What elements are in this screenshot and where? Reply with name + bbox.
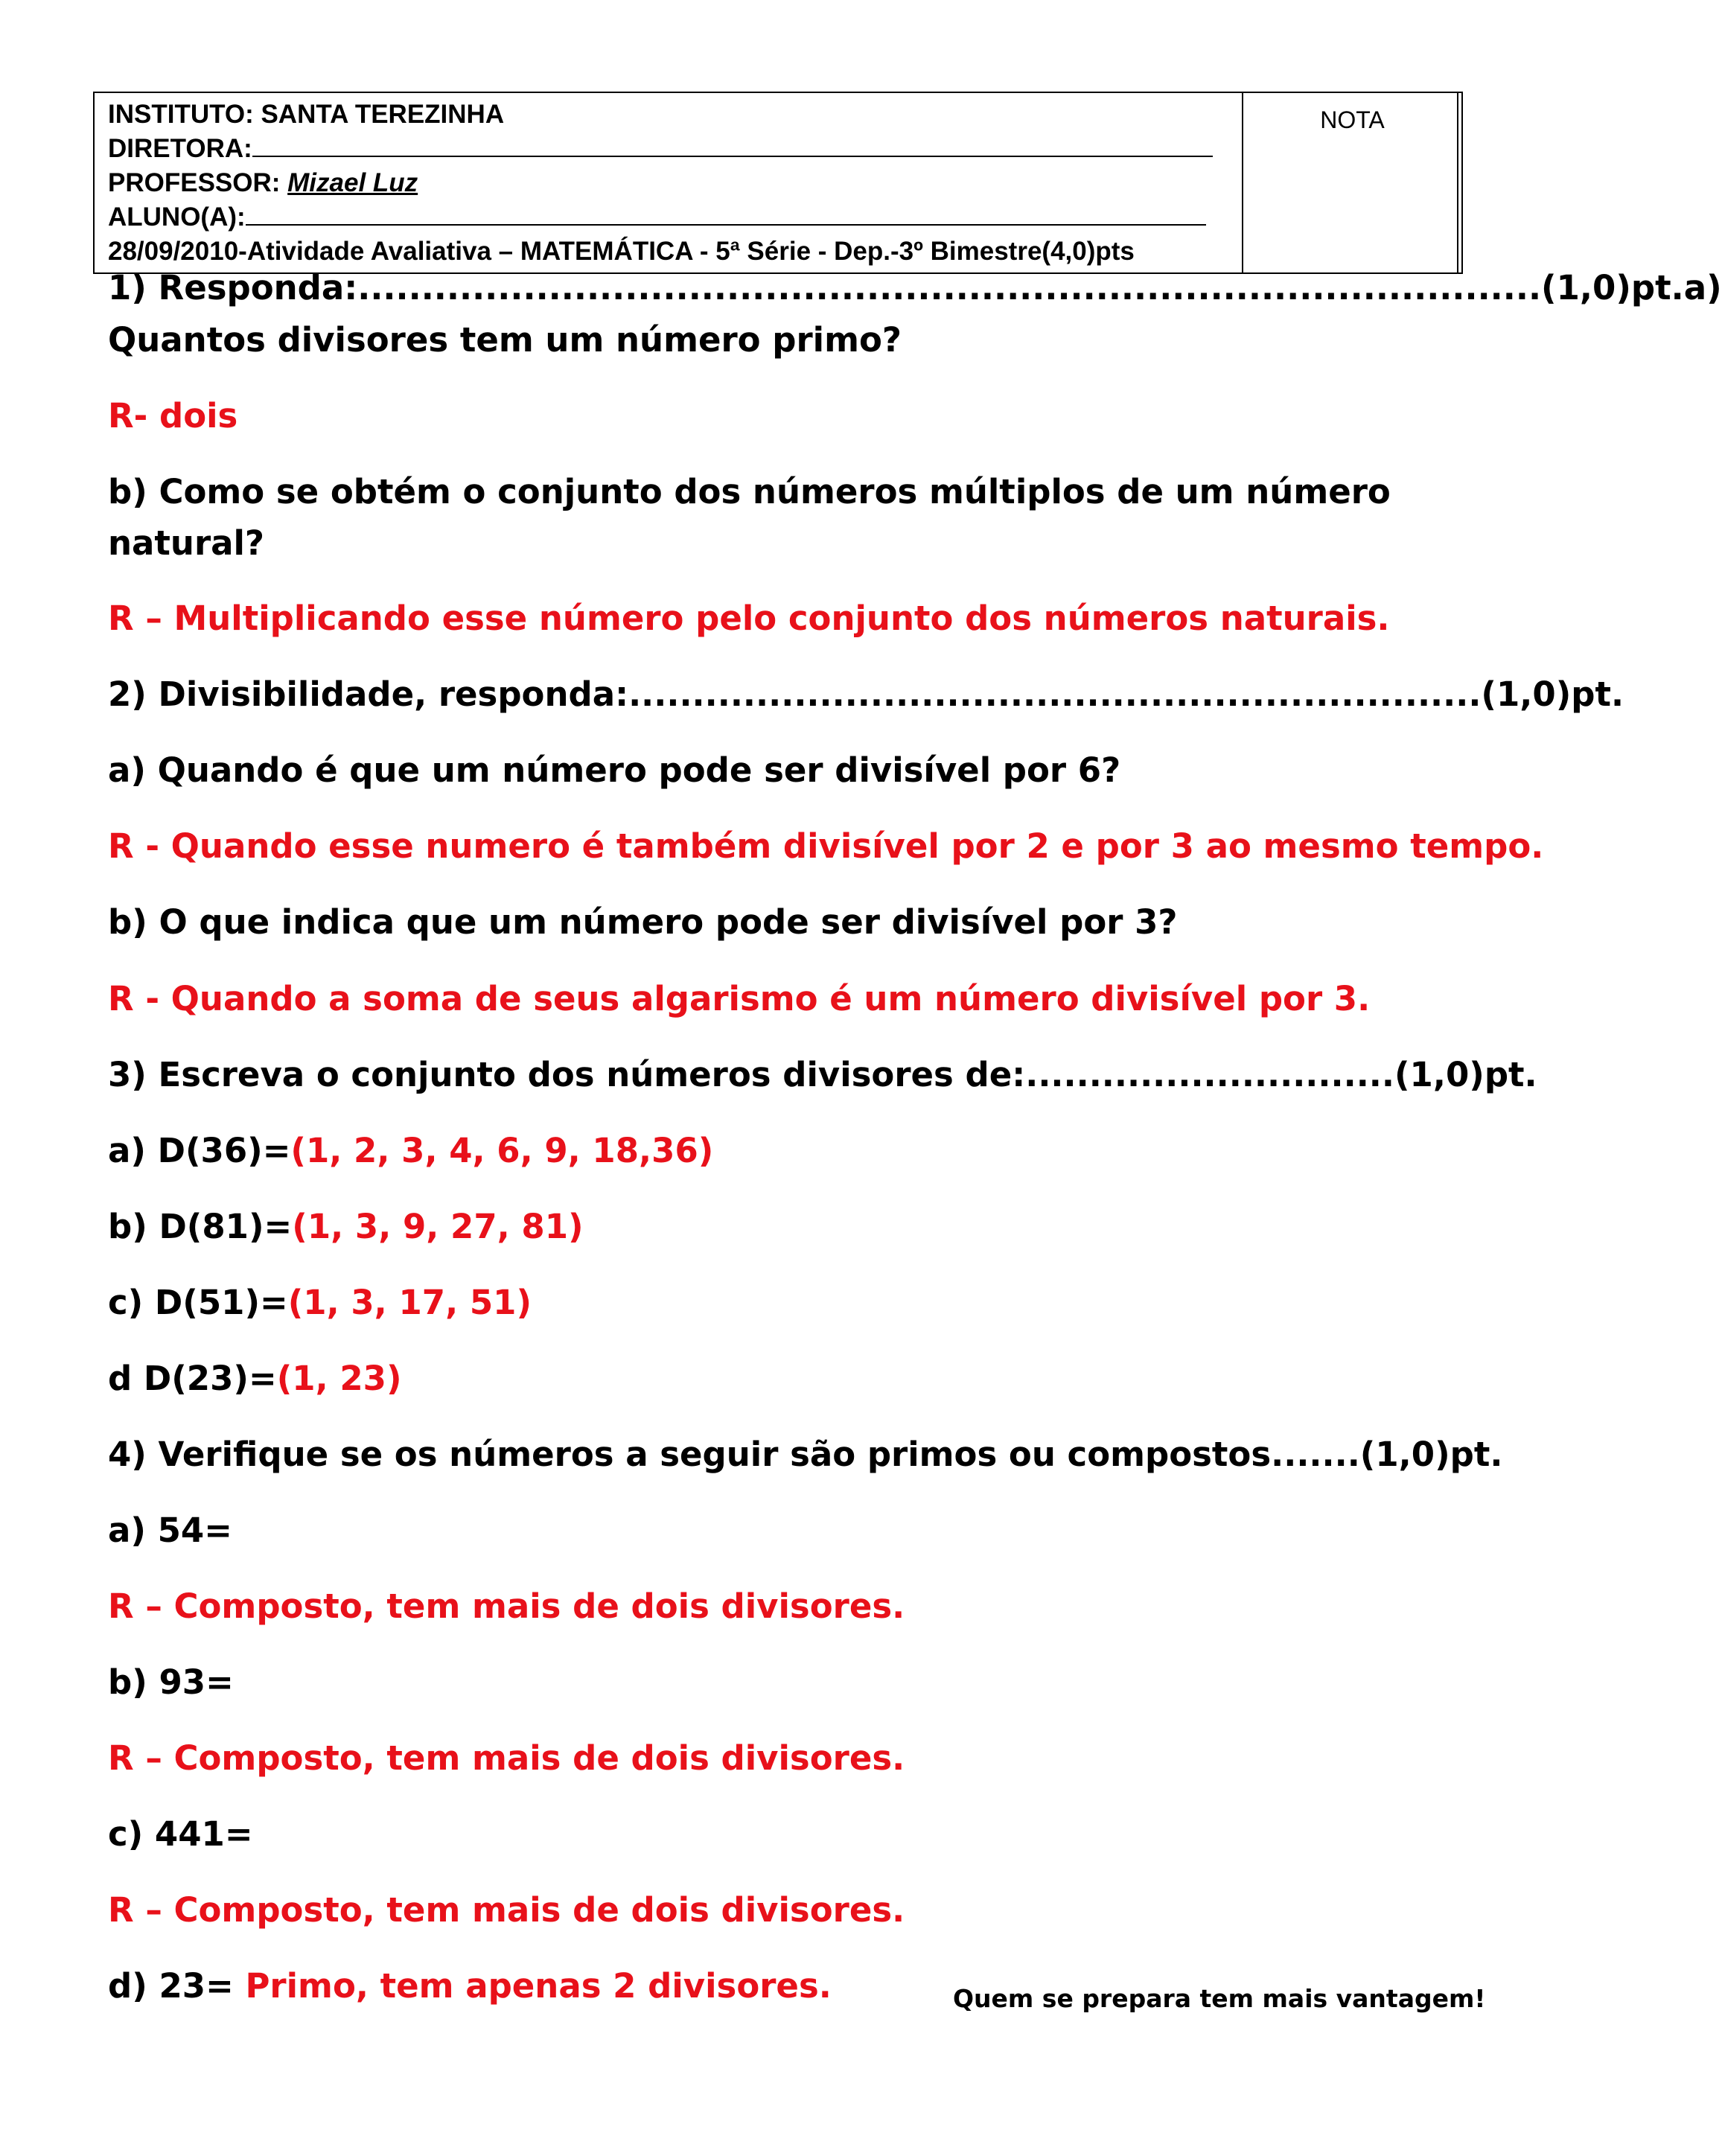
director-line [108,132,1329,166]
grade-box [1242,93,1461,272]
q3-item-a [108,1131,713,1170]
q1-b-answer: R – Multiplicando esse número pelo conjunto dos números naturais. [108,599,1390,638]
director-label: DIRETORA: [108,134,252,163]
q4-b-answer: R – Composto, tem mais de dois divisores. [108,1738,905,1778]
exam-line [108,235,1329,269]
q4-c-answer: R – Composto, tem mais de dois divisores. [108,1890,905,1930]
teacher-line [108,166,1329,200]
institute-line [108,98,1329,132]
student-label: ALUNO(A): [108,202,246,232]
header-info [108,98,1329,269]
closing-motto: Quem se prepara tem mais vantagem! [953,1984,1486,2013]
q1-b-question-line1: b) Como se obtém o conjunto dos números múltiplos de um número [108,472,1391,511]
exam-text: 28/09/2010-Atividade Avaliativa – MATEMÁTICA - 5ª Série - Dep.-3º Bimestre(4,0)pts [108,237,1135,266]
student-blank [246,200,1206,226]
q3-item-b-label: b) D(81)= [108,1207,293,1246]
q3-item-c-label: c) D(51)= [108,1283,288,1322]
q3-item-b [108,1207,584,1246]
q3-item-d-label: d D(23)= [108,1359,277,1398]
q4-c-question: c) 441= [108,1814,253,1854]
q1-title: 1) Responda:.............................................................................................(1,0)pt.a) [108,268,1722,307]
q2-title: 2) Divisibilidade, responda:...................................................................(1,0)pt. [108,674,1624,714]
q3-item-d [108,1359,402,1398]
q2-a-question: a) Quando é que um número pode ser divisível por 6? [108,750,1121,790]
q3-title: 3) Escreva o conjunto dos números divisores de:.............................(1,0)pt. [108,1055,1537,1094]
teacher-label: PROFESSOR: [108,168,288,197]
q1-a-question: Quantos divisores tem um número primo? [108,320,902,360]
q4-d-answer: Primo, tem apenas 2 divisores. [245,1966,832,2006]
q2-a-answer: R - Quando esse numero é também divisível por 2 e por 3 ao mesmo tempo. [108,826,1544,866]
q4-d-question: d) 23= [108,1966,246,2006]
q2-b-question: b) O que indica que um número pode ser divisível por 3? [108,902,1178,942]
q3-item-a-answer: (1, 2, 3, 4, 6, 9, 18,36) [290,1131,714,1170]
q4-a-answer: R – Composto, tem mais de dois divisores. [108,1586,905,1626]
header-box [93,92,1463,274]
q3-item-c [108,1283,532,1322]
q2-b-answer: R - Quando a soma de seus algarismo é um número divisível por 3. [108,979,1371,1018]
q4-a-question: a) 54= [108,1511,232,1550]
q3-item-a-label: a) D(36)= [108,1131,291,1170]
q1-b-question-line2: natural? [108,523,265,563]
q4-title: 4) Verifique se os números a seguir são primos ou compostos.......(1,0)pt. [108,1435,1503,1474]
q3-item-d-answer: (1, 23) [276,1359,402,1398]
institute-text: INSTITUTO: SANTA TEREZINHA [108,100,505,129]
grade-label: NOTA [1320,106,1385,133]
q3-item-b-answer: (1, 3, 9, 27, 81) [292,1207,584,1246]
q4-d-line [108,1966,832,2006]
q4-b-question: b) 93= [108,1662,234,1702]
teacher-name: Mizael Luz [287,168,418,197]
student-line [108,200,1329,235]
director-blank [252,132,1213,157]
q3-item-c-answer: (1, 3, 17, 51) [287,1283,532,1322]
q1-a-answer: R- dois [108,396,238,436]
